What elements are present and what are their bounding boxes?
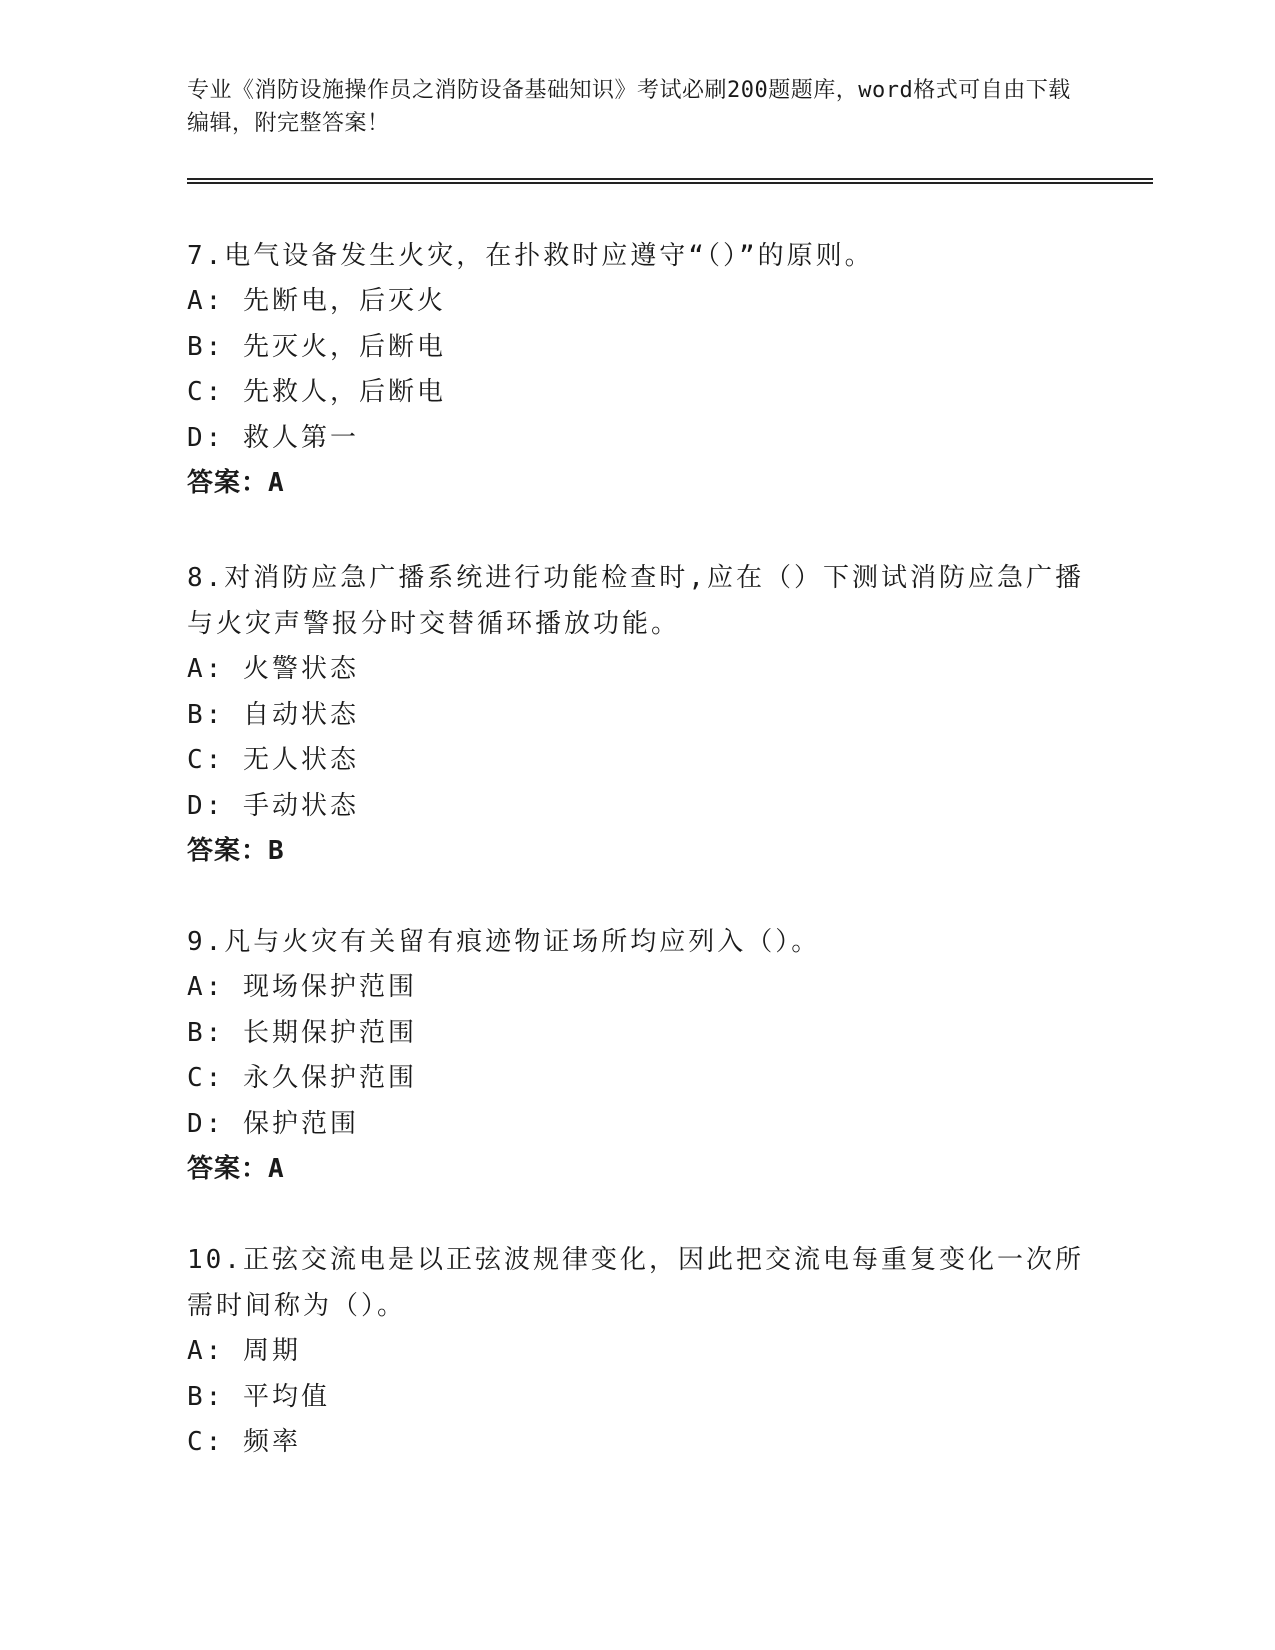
option-a: A: 周期 [187,1336,301,1366]
option-a: A: 先断电，后灭火 [187,286,446,316]
answer: 答案：A [187,468,285,498]
question-stem: 7.电气设备发生火灾，在扑救时应遵守“（）”的原则。 [187,241,874,271]
question-stem: 10.正弦交流电是以正弦波规律变化，因此把交流电每重复变化一次所需时间称为（）。 [187,1245,1084,1321]
document-header: 专业《消防设施操作员之消防设备基础知识》考试必刷200题题库，word格式可自由下载编辑，附完整答案！ [187,78,1071,136]
option-c: C: 永久保护范围 [187,1063,417,1093]
option-d: D: 保护范围 [187,1108,359,1139]
header-divider-bottom [187,182,1153,184]
option-b: B: 长期保护范围 [187,1017,417,1048]
question-stem: 8.对消防应急广播系统进行功能检查时,应在（）下测试消防应急广播与火灾声警报分时交替循环播放功能。 [187,563,1084,639]
option-b: B: 自动状态 [187,699,359,730]
option-d: D: 救人第一 [187,422,359,453]
answer: 答案：B [187,836,285,866]
option-a: A: 火警状态 [187,654,359,684]
option-b: B: 先灭火，后断电 [187,331,446,362]
option-c: C: 先救人，后断电 [187,377,446,407]
question-8 [187,555,1087,875]
question-9 [187,919,1087,1193]
option-c: C: 无人状态 [187,745,359,775]
option-c: C: 频率 [187,1427,301,1457]
option-d: D: 手动状态 [187,790,359,821]
option-a: A: 现场保护范围 [187,972,417,1002]
header-divider-top [187,178,1153,180]
question-stem: 9.凡与火灾有关留有痕迹物证场所均应列入（）。 [187,927,821,957]
answer: 答案：A [187,1154,285,1184]
question-10 [187,1237,1087,1466]
option-b: B: 平均值 [187,1381,330,1412]
question-7 [187,233,1087,507]
